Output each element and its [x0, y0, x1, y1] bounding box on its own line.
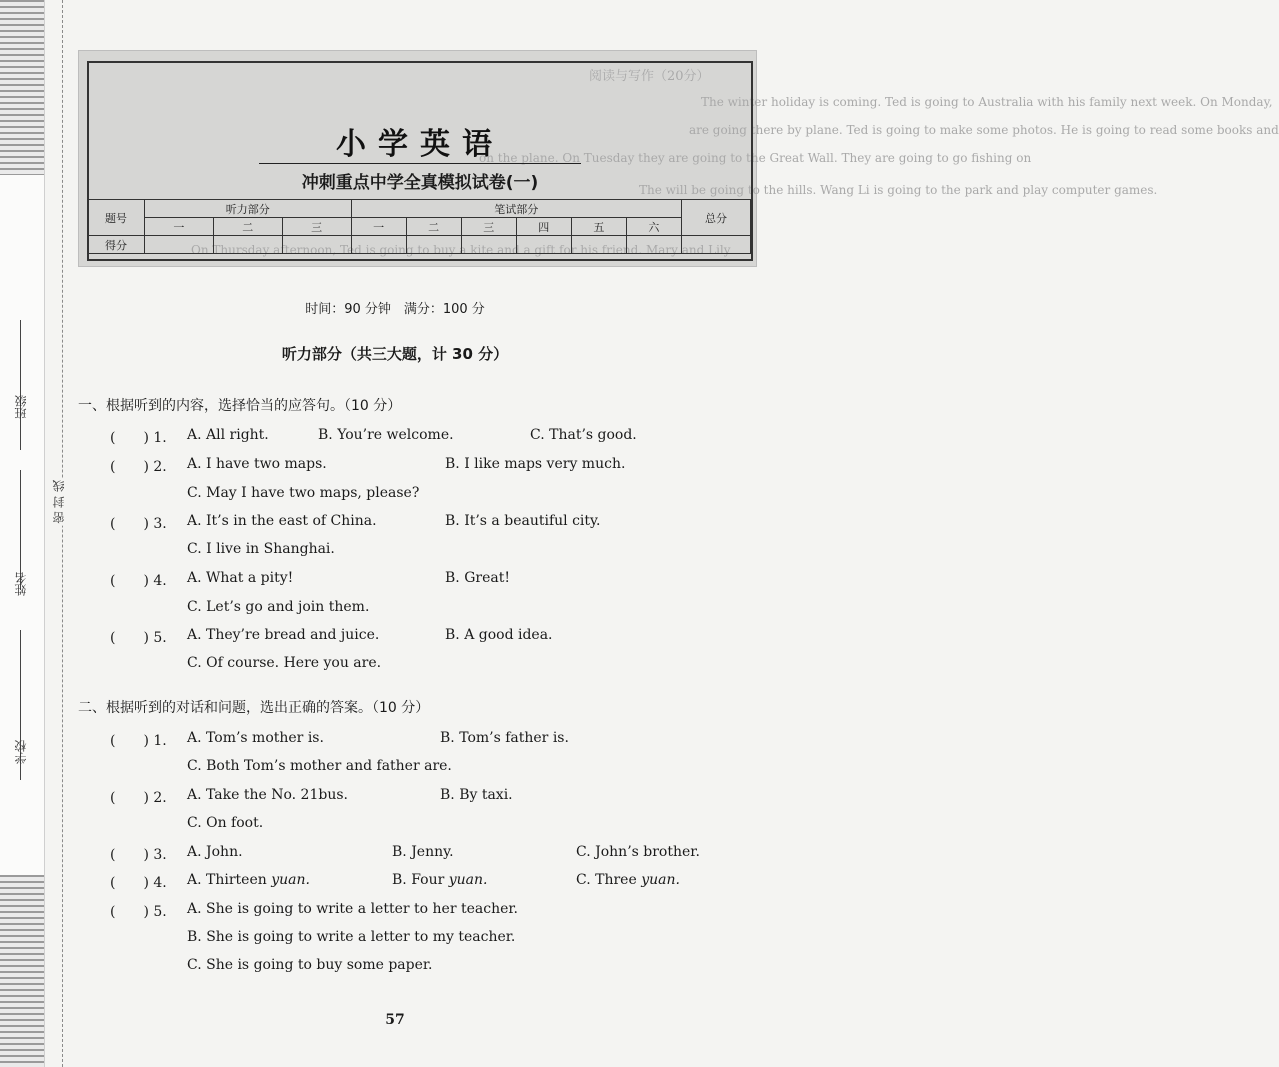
score-cell[interactable] [461, 236, 516, 254]
score-cell[interactable] [406, 236, 461, 254]
question-number-header: 题号 [88, 200, 145, 236]
option-a: A. They’re bread and juice. [187, 627, 380, 643]
score-cell[interactable] [626, 236, 681, 254]
school-label: 学校 [14, 740, 28, 764]
exam-title: 小学英语 [336, 127, 504, 162]
written-col: 三 [461, 218, 516, 236]
binding-strip [0, 0, 45, 1067]
option-a: A. Thirteen yuan. [187, 872, 310, 888]
score-cell[interactable] [213, 236, 282, 254]
option-a: A. She is going to write a letter to her teacher. [187, 901, 518, 917]
score-cell[interactable] [351, 236, 406, 254]
ghost-text-line: On Thursday afternoon, Ted is going to buy a kite and a gift for his friend. Mary and Lily [191, 243, 731, 257]
class-blank-line [20, 320, 21, 450]
header-frame [87, 61, 753, 261]
option-a: A. What a pity! [187, 570, 294, 586]
question-number: ( ) 1. [110, 733, 167, 749]
name-label: 姓名 [14, 572, 28, 596]
question-number: ( ) 3. [110, 516, 167, 532]
option-a: A. It’s in the east of China. [187, 513, 377, 529]
listening-col: 三 [282, 218, 351, 236]
option-c: C. John’s brother. [576, 844, 700, 860]
page-number: 57 [385, 1012, 405, 1028]
option-c: C. Of course. Here you are. [187, 655, 382, 671]
question-number: ( ) 1. [110, 430, 167, 446]
option-c: C. She is going to buy some paper. [187, 957, 433, 973]
listening-col: 一 [145, 218, 214, 236]
written-col: 五 [571, 218, 626, 236]
score-table [87, 199, 751, 254]
written-col: 二 [406, 218, 461, 236]
question-number: ( ) 5. [110, 630, 167, 646]
option-b: B. Four yuan. [392, 872, 488, 888]
score-cell[interactable] [571, 236, 626, 254]
ghost-text-line: on the plane. On Tuesday they are going to the Great Wall. They are going to go fishing on [479, 151, 1032, 165]
listening-col: 二 [213, 218, 282, 236]
option-a: A. Tom’s mother is. [187, 730, 324, 746]
option-a: A. John. [187, 844, 243, 860]
option-b: B. She is going to write a letter to my teacher. [187, 929, 516, 945]
score-cell[interactable] [145, 236, 214, 254]
ghost-text-line: are going there by plane. Ted is going to make some photos. He is going to read some books and [689, 123, 1279, 137]
option-a: A. All right. [187, 427, 269, 443]
currency-unit: yuan. [271, 872, 310, 888]
option-a: A. I have two maps. [187, 456, 327, 472]
score-row-label: 得分 [88, 236, 145, 254]
currency-unit: yuan. [448, 872, 488, 888]
option-c: C. That’s good. [530, 427, 637, 443]
listening-header: 听力部分 [145, 200, 352, 218]
exam-header [78, 50, 1279, 267]
option-b: B. By taxi. [440, 787, 513, 803]
question-number: ( ) 2. [110, 790, 167, 806]
option-b: B. You’re welcome. [318, 427, 454, 443]
question-number: ( ) 2. [110, 459, 167, 475]
ghost-text-line: The will be going to the hills. Wang Li is going to the park and play computer games. [639, 183, 1158, 197]
option-b: B. Great! [445, 570, 510, 586]
part2-title: 二、根据听到的对话和问题，选出正确的答案。（10 分） [78, 700, 430, 716]
part1-title: 一、根据听到的内容，选择恰当的应答句。（10 分） [78, 398, 402, 414]
question-number: ( ) 4. [110, 573, 167, 589]
ghost-text-line: The winter holiday is coming. Ted is going to Australia with his family next week. On Monday, [701, 95, 1273, 109]
time-and-score: 时间：90 分钟 满分：100 分 [305, 302, 485, 317]
option-a: A. Take the No. 21bus. [187, 787, 348, 803]
seal-dashed-line [62, 0, 63, 1067]
written-col: 四 [516, 218, 571, 236]
currency-unit: yuan. [641, 872, 680, 888]
option-b: B. A good idea. [445, 627, 553, 643]
written-col: 一 [351, 218, 406, 236]
question-number: ( ) 4. [110, 875, 167, 891]
option-c: C. Let’s go and join them. [187, 599, 370, 615]
total-header: 总分 [682, 200, 751, 236]
binding-stripes-top [0, 0, 44, 175]
exam-subtitle: 冲刺重点中学全真模拟试卷(一) [259, 163, 581, 193]
listening-section-heading: 听力部分（共三大题，计 30 分） [281, 345, 509, 363]
written-header: 笔试部分 [351, 200, 681, 218]
class-label: 班级 [14, 395, 28, 419]
option-b: B. Jenny. [392, 844, 454, 860]
option-b: B. Tom’s father is. [440, 730, 569, 746]
option-c: C. Three yuan. [576, 872, 680, 888]
option-c: C. May I have two maps, please? [187, 485, 420, 501]
seal-line-label: 密 封 线 [52, 480, 66, 524]
score-cell[interactable] [682, 236, 751, 254]
option-c: C. Both Tom’s mother and father are. [187, 758, 452, 774]
option-c: C. On foot. [187, 815, 264, 831]
score-cell[interactable] [282, 236, 351, 254]
option-b: B. I like maps very much. [445, 456, 626, 472]
written-col: 六 [626, 218, 681, 236]
question-number: ( ) 3. [110, 847, 167, 863]
option-b: B. It’s a beautiful city. [445, 513, 601, 529]
question-number: ( ) 5. [110, 904, 167, 920]
binding-stripes-bottom [0, 875, 44, 1067]
ghost-text-line: 阅读与写作（20分） [589, 69, 710, 84]
score-cell[interactable] [516, 236, 571, 254]
option-c: C. I live in Shanghai. [187, 541, 335, 557]
